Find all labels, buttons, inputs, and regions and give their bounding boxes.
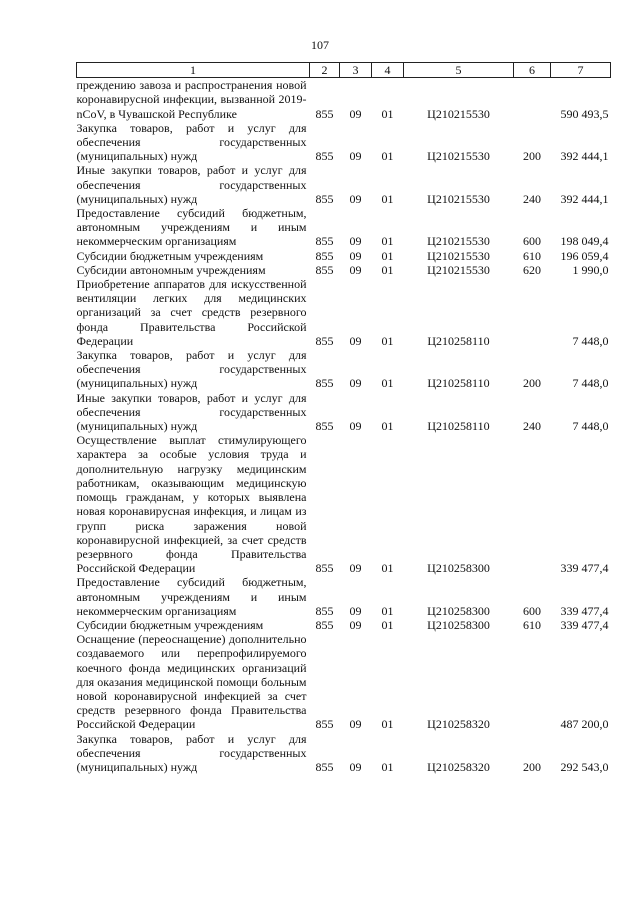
subsection-code: 01 bbox=[381, 561, 394, 576]
amount: 1 990,0 bbox=[572, 262, 609, 277]
expense-type: 200 bbox=[523, 376, 541, 391]
subsection-code: 01 bbox=[381, 106, 394, 121]
row-name: Оснащение (переоснащение) дополнительно создаваемого или перепрофилируемого коечного фонда медицинских организаций для оказания медицинской помощи больным новой коронавирусной инфекцией за счет средств резервного фонда Правительства Российской Федерации bbox=[76, 632, 307, 732]
subsection-code: 01 bbox=[381, 617, 394, 632]
subsection-code: 01 bbox=[381, 419, 394, 434]
section-code: 09 bbox=[349, 419, 362, 434]
column-header: 5 bbox=[404, 63, 514, 78]
ministry-code: 855 bbox=[315, 191, 334, 206]
subsection-code: 01 bbox=[381, 376, 394, 391]
amount: 339 477,4 bbox=[560, 561, 609, 576]
section-code: 09 bbox=[349, 248, 362, 263]
ministry-code: 855 bbox=[315, 603, 334, 618]
target-article: Ц210258320 bbox=[427, 759, 490, 774]
table-row bbox=[77, 632, 611, 731]
target-article: Ц210258110 bbox=[427, 376, 490, 391]
target-article: Ц210258300 bbox=[427, 603, 490, 618]
expense-type: 600 bbox=[523, 234, 541, 249]
section-code: 09 bbox=[349, 759, 362, 774]
expense-type bbox=[514, 277, 551, 348]
row-name: преждению завоза и распространения новой коронавирусной инфекции, вызванной 2019-nCoV, в Чувашской Республике bbox=[76, 78, 307, 121]
table-row bbox=[77, 206, 611, 249]
target-article: Ц210215530 bbox=[427, 149, 490, 164]
table-row bbox=[77, 433, 611, 575]
section-code: 09 bbox=[349, 149, 362, 164]
section-code: 09 bbox=[349, 603, 362, 618]
table-header bbox=[77, 63, 611, 78]
table-row bbox=[77, 732, 611, 775]
column-header: 6 bbox=[514, 63, 551, 78]
amount: 7 448,0 bbox=[572, 419, 609, 434]
subsection-code: 01 bbox=[381, 603, 394, 618]
amount: 339 477,4 bbox=[560, 603, 609, 618]
row-name: Осуществление выплат стимулирующего характера за особые условия труда и дополнительную нагрузку медицинским работникам, оказывающим медицинскую помощь гражданам, у которых выявлена новая коронавирусная инфекция, и лицам из групп риска заражения новой коронавирусной инфекцией, за счет средств резервного фонда Правительства Российской Федерации bbox=[76, 433, 307, 576]
subsection-code: 01 bbox=[381, 191, 394, 206]
column-header: 2 bbox=[310, 63, 340, 78]
target-article: Ц210215530 bbox=[427, 191, 490, 206]
expense-type: 600 bbox=[523, 603, 541, 618]
target-article: Ц210258300 bbox=[427, 561, 490, 576]
ministry-code: 855 bbox=[315, 717, 334, 732]
ministry-code: 855 bbox=[315, 759, 334, 774]
table-row bbox=[77, 78, 611, 121]
expense-type: 240 bbox=[523, 419, 541, 434]
section-code: 09 bbox=[349, 717, 362, 732]
subsection-code: 01 bbox=[381, 333, 394, 348]
row-name: Предоставление субсидий бюджетным, автономным учреждениям и иным некоммерческим организациям bbox=[76, 575, 307, 618]
row-name: Приобретение аппаратов для искусственной вентиляции легких для медицинских организаций за счет средств резервного фонда Правительства Российской Федерации bbox=[76, 277, 307, 348]
target-article: Ц210258320 bbox=[427, 717, 490, 732]
row-name: Закупка товаров, работ и услуг для обеспечения государственных (муниципальных) нужд bbox=[76, 348, 307, 391]
column-header: 3 bbox=[340, 63, 372, 78]
ministry-code: 855 bbox=[315, 234, 334, 249]
ministry-code: 855 bbox=[315, 149, 334, 164]
table-row bbox=[77, 121, 611, 164]
subsection-code: 01 bbox=[381, 149, 394, 164]
table-row bbox=[77, 618, 611, 632]
section-code: 09 bbox=[349, 262, 362, 277]
row-name: Субсидии бюджетным учреждениям bbox=[76, 617, 264, 632]
expense-type: 240 bbox=[523, 191, 541, 206]
amount: 198 049,4 bbox=[560, 234, 609, 249]
table-body bbox=[77, 78, 611, 774]
table-row bbox=[77, 263, 611, 277]
section-code: 09 bbox=[349, 617, 362, 632]
section-code: 09 bbox=[349, 333, 362, 348]
section-code: 09 bbox=[349, 376, 362, 391]
ministry-code: 855 bbox=[315, 248, 334, 263]
subsection-code: 01 bbox=[381, 759, 394, 774]
ministry-code: 855 bbox=[315, 106, 334, 121]
amount: 7 448,0 bbox=[572, 376, 609, 391]
ministry-code: 855 bbox=[315, 262, 334, 277]
amount: 392 444,1 bbox=[560, 149, 609, 164]
expense-type bbox=[514, 78, 551, 121]
row-name: Иные закупки товаров, работ и услуг для обеспечения государственных (муниципальных) нужд bbox=[76, 390, 307, 434]
row-name: Закупка товаров, работ и услуг для обеспечения государственных (муниципальных) нужд bbox=[76, 731, 307, 774]
column-header: 1 bbox=[77, 63, 310, 78]
expense-type bbox=[514, 632, 551, 731]
ministry-code: 855 bbox=[315, 333, 334, 348]
subsection-code: 01 bbox=[381, 717, 394, 732]
column-header: 4 bbox=[372, 63, 404, 78]
expense-type: 610 bbox=[523, 617, 541, 632]
target-article: Ц210215530 bbox=[427, 248, 490, 263]
section-code: 09 bbox=[349, 191, 362, 206]
expense-type: 200 bbox=[523, 149, 541, 164]
amount: 292 543,0 bbox=[560, 759, 609, 774]
amount: 196 059,4 bbox=[560, 248, 609, 263]
expense-type: 610 bbox=[523, 248, 541, 263]
row-name: Субсидии автономным учреждениям bbox=[76, 262, 266, 277]
section-code: 09 bbox=[349, 234, 362, 249]
table-row bbox=[77, 277, 611, 348]
table-row bbox=[77, 163, 611, 206]
subsection-code: 01 bbox=[381, 262, 394, 277]
amount: 7 448,0 bbox=[572, 333, 609, 348]
ministry-code: 855 bbox=[315, 419, 334, 434]
amount: 339 477,4 bbox=[560, 617, 609, 632]
table-row bbox=[77, 348, 611, 391]
target-article: Ц210258300 bbox=[427, 617, 490, 632]
row-name: Иные закупки товаров, работ и услуг для обеспечения государственных (муниципальных) нужд bbox=[76, 163, 307, 206]
subsection-code: 01 bbox=[381, 234, 394, 249]
target-article: Ц210258110 bbox=[427, 333, 490, 348]
target-article: Ц210215530 bbox=[427, 234, 490, 249]
table-row bbox=[77, 575, 611, 618]
ministry-code: 855 bbox=[315, 561, 334, 576]
ministry-code: 855 bbox=[315, 376, 334, 391]
subsection-code: 01 bbox=[381, 248, 394, 263]
amount: 590 493,5 bbox=[560, 106, 609, 121]
row-name: Закупка товаров, работ и услуг для обеспечения государственных (муниципальных) нужд bbox=[76, 120, 307, 164]
expense-type bbox=[514, 433, 551, 575]
table-row bbox=[77, 249, 611, 263]
amount: 392 444,1 bbox=[560, 191, 609, 206]
target-article: Ц210215530 bbox=[427, 106, 490, 121]
expense-type: 620 bbox=[523, 262, 541, 277]
section-code: 09 bbox=[349, 561, 362, 576]
expense-type: 200 bbox=[523, 759, 541, 774]
section-code: 09 bbox=[349, 106, 362, 121]
row-name: Субсидии бюджетным учреждениям bbox=[76, 248, 264, 263]
table-row bbox=[77, 391, 611, 434]
budget-table bbox=[76, 62, 611, 774]
row-name: Предоставление субсидий бюджетным, автономным учреждениям и иным некоммерческим организациям bbox=[76, 206, 307, 249]
page-number: 107 bbox=[311, 38, 329, 52]
target-article: Ц210215530 bbox=[427, 262, 490, 277]
target-article: Ц210258110 bbox=[427, 419, 490, 434]
ministry-code: 855 bbox=[315, 617, 334, 632]
column-header: 7 bbox=[551, 63, 611, 78]
amount: 487 200,0 bbox=[560, 717, 609, 732]
